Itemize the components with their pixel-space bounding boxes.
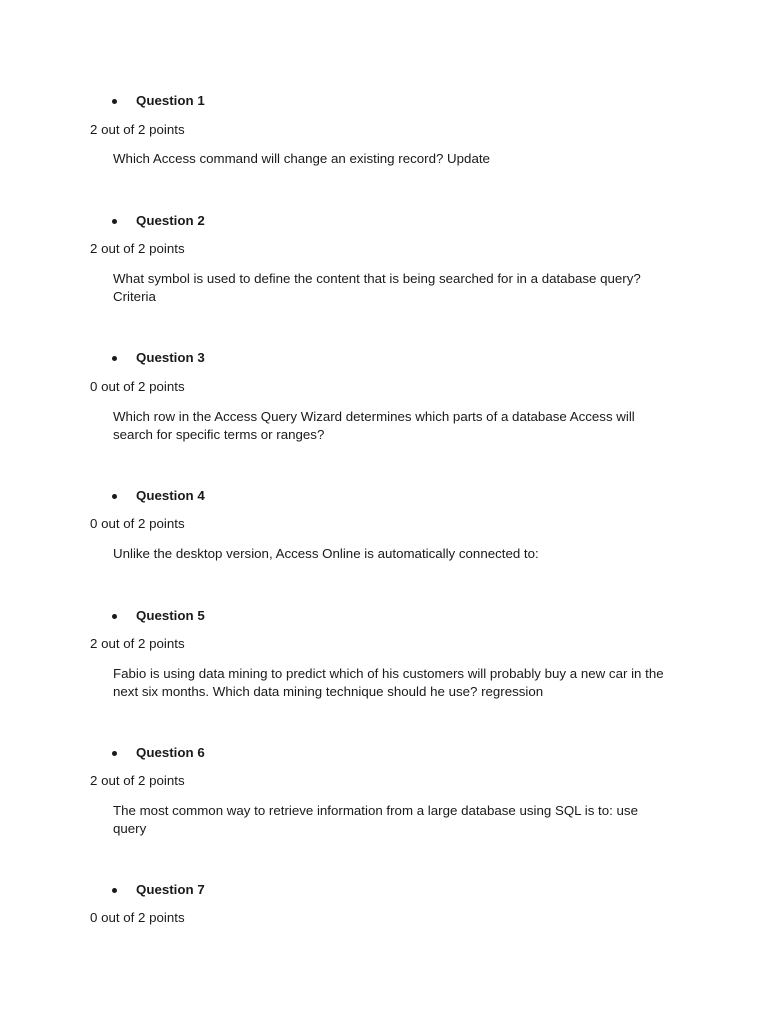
question-title-text: Question 7	[136, 882, 205, 897]
question-title-text: Question 6	[136, 745, 205, 760]
question-1-title	[112, 92, 205, 110]
bullet-icon	[112, 99, 117, 104]
question-title-text: Question 3	[136, 350, 205, 365]
question-title-text: Question 2	[136, 213, 205, 228]
question-6-text: The most common way to retrieve information from a large database using SQL is to: use query	[113, 803, 638, 836]
question-2-title	[112, 212, 205, 230]
bullet-icon	[112, 751, 117, 756]
question-5-text: Fabio is using data mining to predict which of his customers will probably buy a new car in the next six months. Which data mining technique should he use? regression	[113, 666, 664, 699]
question-5-score: 2 out of 2 points	[90, 636, 185, 651]
bullet-icon	[112, 356, 117, 361]
question-7-title	[112, 881, 205, 899]
question-title-text: Question 1	[136, 93, 205, 108]
question-4-score: 0 out of 2 points	[90, 516, 185, 531]
question-3-text: Which row in the Access Query Wizard determines which parts of a database Access will search for specific terms or ranges?	[113, 409, 635, 442]
bullet-icon	[112, 494, 117, 499]
question-1-text: Which Access command will change an existing record? Update	[113, 151, 490, 166]
question-1-score: 2 out of 2 points	[90, 122, 185, 137]
question-3-title	[112, 349, 205, 367]
question-4-title	[112, 487, 205, 505]
question-2-score: 2 out of 2 points	[90, 241, 185, 256]
question-title-text: Question 4	[136, 488, 205, 503]
question-3-score: 0 out of 2 points	[90, 379, 185, 394]
question-4-text: Unlike the desktop version, Access Online is automatically connected to:	[113, 546, 539, 561]
question-5-title	[112, 607, 205, 625]
question-6-score: 2 out of 2 points	[90, 773, 185, 788]
question-7-score: 0 out of 2 points	[90, 910, 185, 925]
bullet-icon	[112, 614, 117, 619]
question-2-text: What symbol is used to define the content that is being searched for in a database query? Criteria	[113, 271, 641, 304]
bullet-icon	[112, 888, 117, 893]
question-6-title	[112, 744, 205, 762]
bullet-icon	[112, 219, 117, 224]
question-title-text: Question 5	[136, 608, 205, 623]
